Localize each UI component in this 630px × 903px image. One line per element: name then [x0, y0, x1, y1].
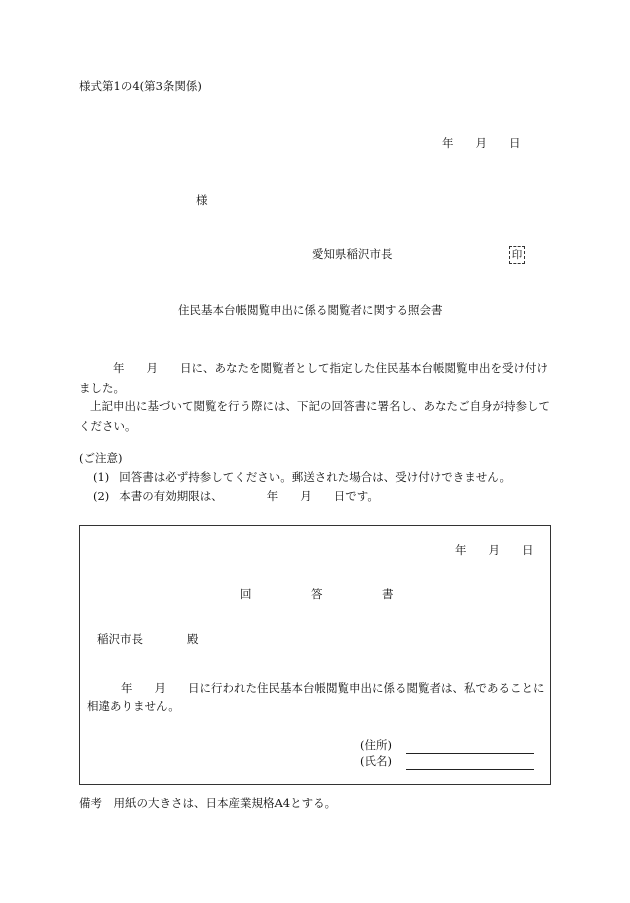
name-label: (氏名)	[360, 754, 392, 768]
reply-honorific: 殿	[187, 632, 199, 646]
remarks: 備考 用紙の大きさは、日本産業規格A4とする。	[79, 796, 337, 810]
issue-date	[442, 137, 521, 151]
received-text: 日に、あなたを閲覧者として指定した住民基本台帳閲覧申出を受け付けました。	[79, 361, 548, 395]
reply-addressee	[97, 633, 199, 647]
form-number: 様式第1の4(第3条関係)	[79, 79, 202, 93]
note-text: 回答書は必ず持参してください。郵送された場合は、受け付けできません。	[119, 470, 511, 484]
statement-month: 月	[154, 681, 166, 695]
reply-form-box	[79, 525, 551, 785]
addressee-suffix: 様	[196, 193, 208, 207]
received-month: 月	[146, 361, 158, 375]
paragraph-received	[79, 358, 551, 398]
note-text-after: 日です。	[333, 489, 379, 503]
name-line[interactable]	[406, 769, 534, 770]
reply-title-char: 書	[382, 587, 394, 601]
issue-date-day: 日	[509, 136, 521, 150]
note-item	[93, 471, 511, 485]
note-number: (2)	[93, 489, 110, 503]
address-line[interactable]	[406, 753, 534, 754]
seal-mark: 印	[509, 246, 525, 264]
reply-date-day: 日	[522, 543, 534, 557]
validity-year: 年	[266, 489, 279, 503]
document-title: 住民基本台帳閲覧申出に係る閲覧者に関する照会書	[178, 303, 443, 317]
reply-title-char: 回	[240, 587, 252, 601]
statement-year: 年	[121, 681, 133, 695]
notes-heading: (ご注意)	[79, 451, 123, 465]
reply-title-char: 答	[311, 587, 323, 601]
note-item	[93, 490, 379, 504]
note-number: (1)	[93, 470, 110, 484]
validity-month: 月	[300, 489, 312, 503]
reply-addressee-name: 稲沢市長	[97, 632, 143, 646]
reply-date-year: 年	[455, 543, 467, 557]
reply-statement	[87, 679, 547, 715]
issue-date-year: 年	[442, 136, 454, 150]
issue-date-month: 月	[475, 136, 487, 150]
paragraph-instruction: 上記申出に基づいて閲覧を行う際には、下記の回答書に署名し、あなたご自身が持参してください。	[79, 399, 550, 433]
sender-name: 愛知県稲沢市長	[312, 247, 393, 261]
address-label: (住所)	[360, 738, 392, 752]
received-year: 年	[113, 361, 125, 375]
reply-date	[455, 544, 534, 558]
reply-date-month: 月	[488, 543, 500, 557]
note-text-before: 本書の有効期限は、	[119, 489, 223, 503]
statement-text: 日に行われた住民基本台帳閲覧申出に係る閲覧者は、私であることに相違ありません。	[87, 681, 545, 713]
